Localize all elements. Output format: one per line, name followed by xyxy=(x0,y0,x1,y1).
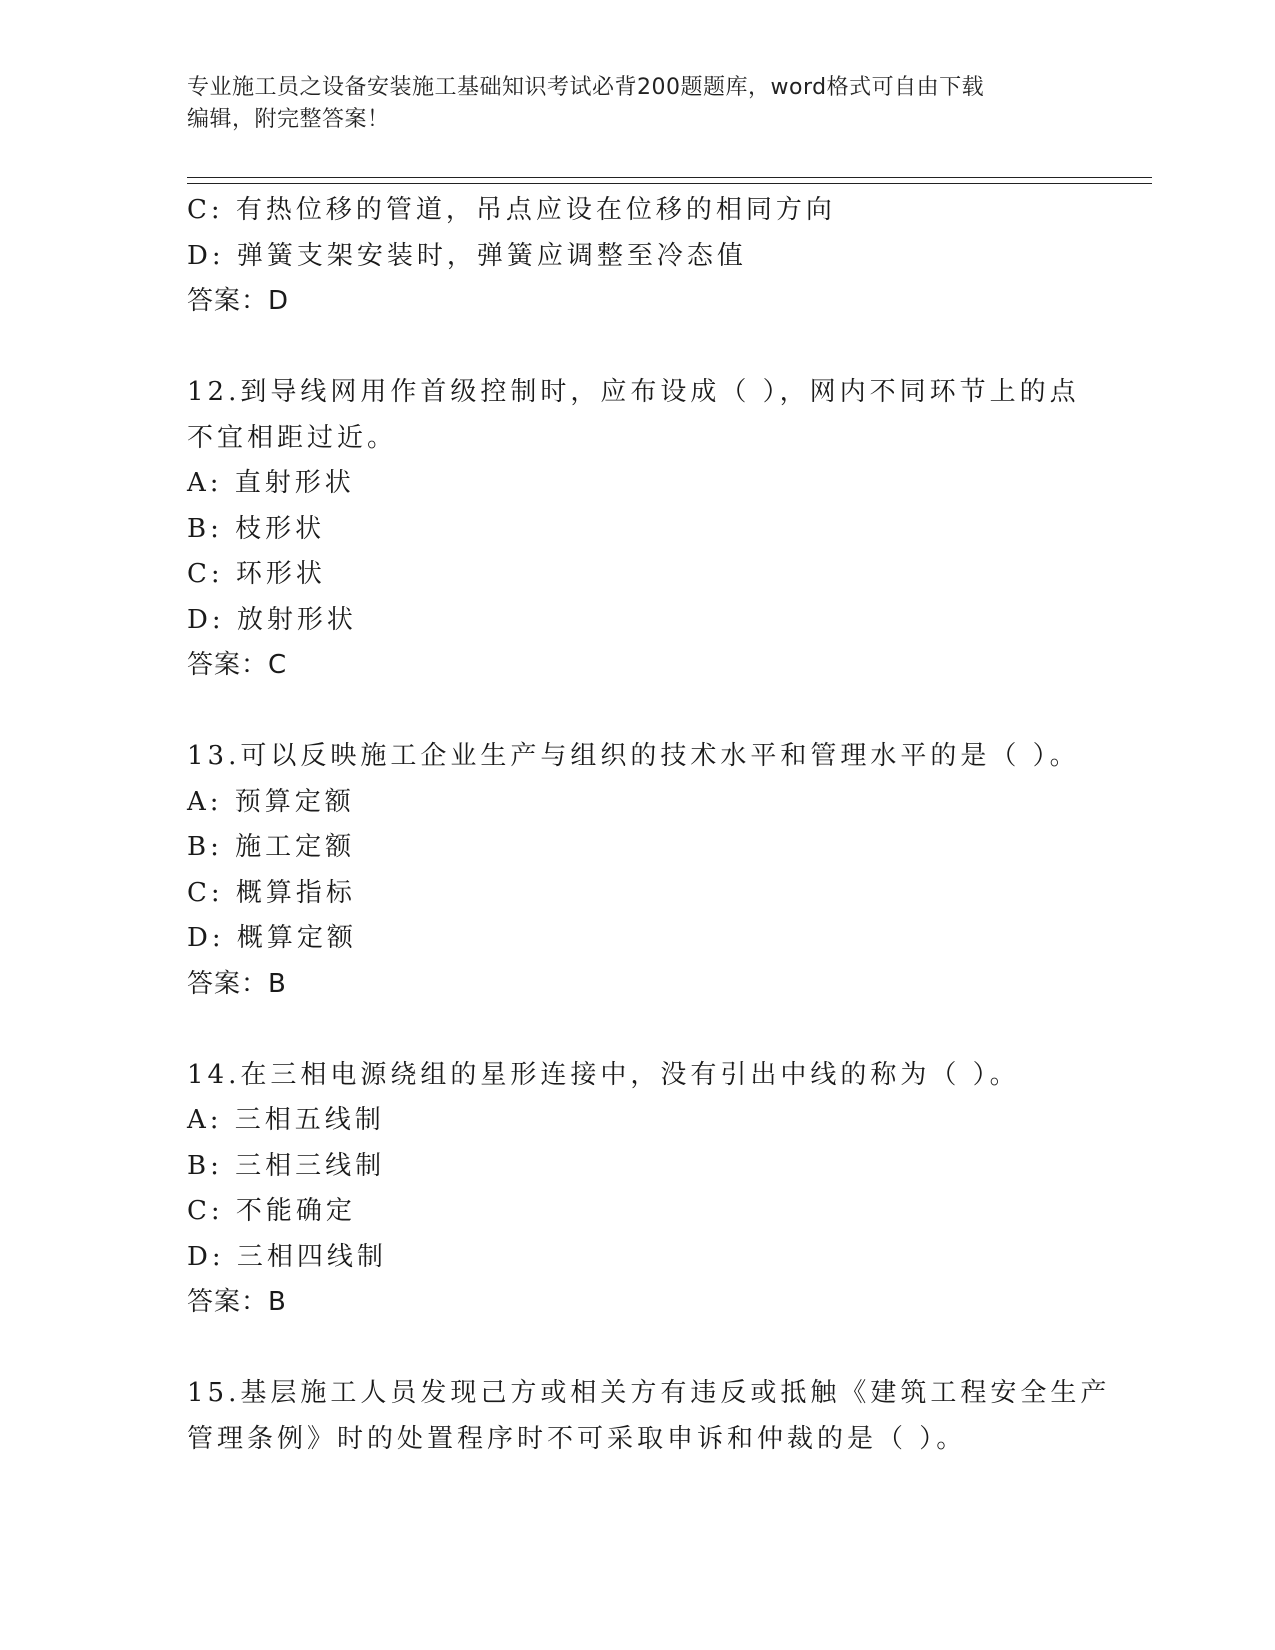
spacer xyxy=(187,1007,1147,1053)
answer-line: 答案：B xyxy=(187,968,287,999)
header-divider-bottom xyxy=(187,183,1152,184)
option-line: B: 枝形状 xyxy=(187,513,326,544)
carryover-block xyxy=(187,188,1147,325)
option-line: B: 施工定额 xyxy=(187,832,356,862)
question-stem-line: 13.可以反映施工企业生产与组织的技术水平和管理水平的是（ ）。 xyxy=(187,741,1080,771)
question-stem-line: 15.基层施工人员发现己方或相关方有违反或抵触《建筑工程安全生产 xyxy=(187,1378,1111,1408)
question-stem-line: 不宜相距过近。 xyxy=(187,422,398,453)
option-line: C: 环形状 xyxy=(187,559,326,589)
question-stem-line: 管理条例》时的处置程序时不可采取申诉和仲裁的是（ ）。 xyxy=(187,1423,967,1454)
question-stem-line: 12.到导线网用作首级控制时，应布设成（ ），网内不同环节上的点 xyxy=(187,377,1080,407)
header-line-1: 专业施工员之设备安装施工基础知识考试必背200题题库，word格式可自由下载 xyxy=(187,75,985,100)
option-line: B: 三相三线制 xyxy=(187,1150,386,1181)
answer-line: 答案：D xyxy=(187,286,290,316)
option-line: A: 三相五线制 xyxy=(187,1105,385,1135)
question-14 xyxy=(187,1053,1147,1326)
option-line: A: 预算定额 xyxy=(187,786,355,817)
option-line: D: 放射形状 xyxy=(187,604,357,635)
option-line: D: 三相四线制 xyxy=(187,1241,387,1272)
question-stem-line: 14.在三相电源绕组的星形连接中，没有引出中线的称为（ ）。 xyxy=(187,1059,1020,1090)
question-15 xyxy=(187,1371,1147,1462)
spacer xyxy=(187,689,1147,735)
answer-line: 答案：B xyxy=(187,1287,287,1317)
option-line: C: 不能确定 xyxy=(187,1196,356,1226)
option-line: A: 直射形状 xyxy=(187,468,355,498)
option-line: D: 概算定额 xyxy=(187,923,357,953)
option-line: C: 有热位移的管道，吊点应设在位移的相同方向 xyxy=(187,195,836,225)
question-12 xyxy=(187,370,1147,689)
question-13 xyxy=(187,734,1147,1007)
answer-line: 答案：C xyxy=(187,650,288,680)
header-divider-top xyxy=(187,177,1152,178)
spacer xyxy=(187,1326,1147,1372)
option-line: C: 概算指标 xyxy=(187,877,356,908)
option-line: D: 弹簧支架安装时，弹簧应调整至冷态值 xyxy=(187,240,747,271)
document-body xyxy=(187,188,1147,1462)
document-header xyxy=(187,72,1067,136)
header-line-2: 编辑，附完整答案！ xyxy=(187,107,390,132)
spacer xyxy=(187,325,1147,371)
